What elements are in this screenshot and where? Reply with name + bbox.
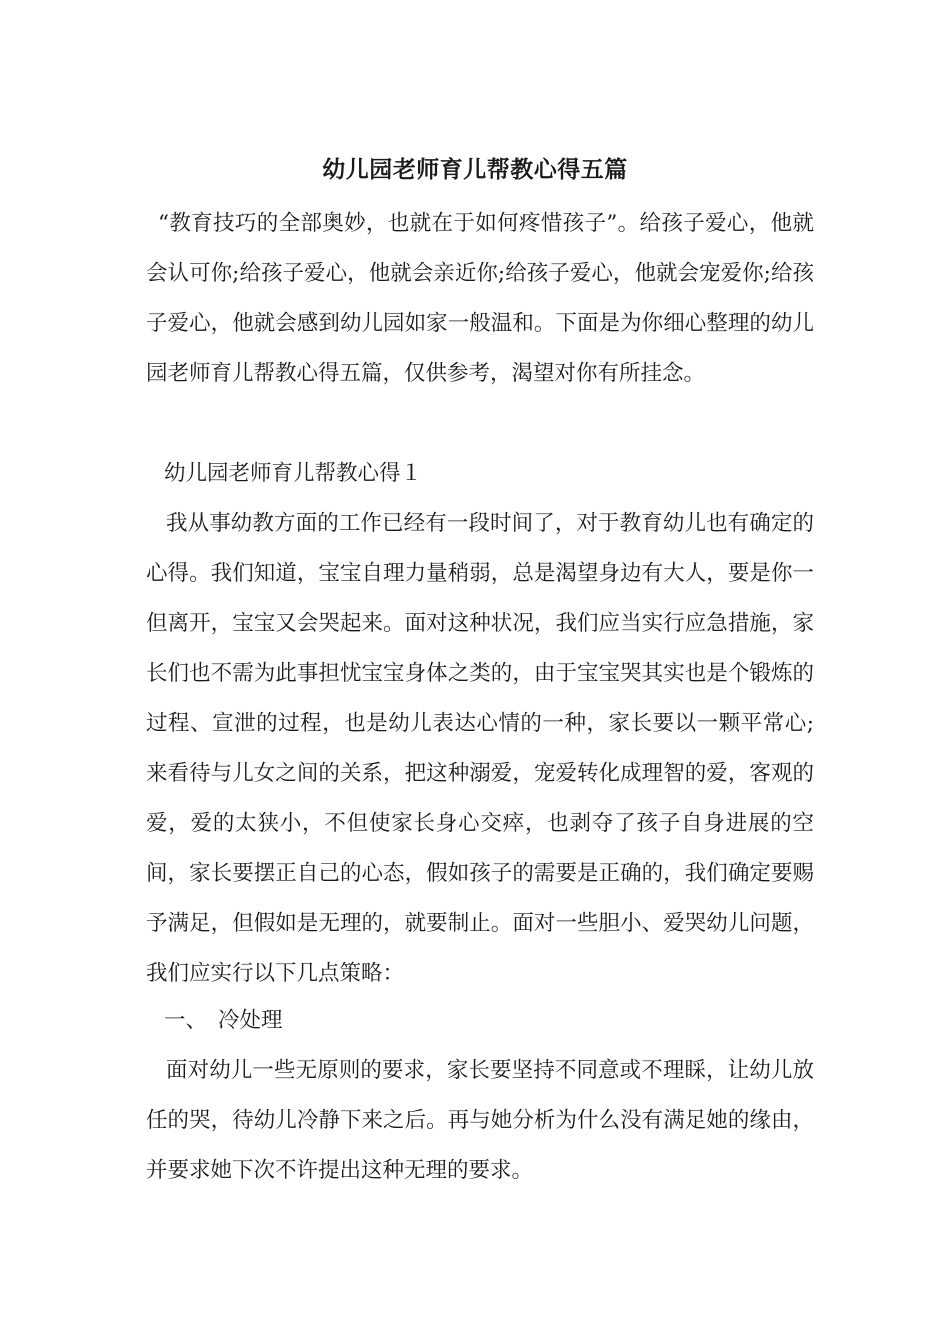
subsection-title: 冷处理 bbox=[218, 1008, 283, 1033]
document-title: 幼儿园老师育儿帮教心得五篇 bbox=[322, 157, 628, 183]
section-heading: 幼儿园老师育儿帮教心得１ bbox=[164, 461, 423, 486]
intro-paragraph: “教育技巧的全部奥妙，也就在于如何疼惜孩子”。给孩子爱心，他就会认可你;给孩子爱心，他就会亲近你;给孩子爱心，他就会宠爱你;给孩子爱心，他就会感到幼儿园如家一般温和。下面是为你细心整理的幼儿园老师育儿帮教心得五篇，仅供参考，渴望对你有所挂念。 bbox=[146, 211, 814, 386]
subsection-body-paragraph: 面对幼儿一些无原则的要求，家长要坚持不同意或不理睬，让幼儿放任的哭，待幼儿冷静下来之后。再与她分析为什么没有满足她的缘由，并要求她下次不许提出这种无理的要求。 bbox=[146, 1058, 814, 1183]
subsection-number: 一、 bbox=[164, 1008, 208, 1033]
section-body-paragraph: 我从事幼教方面的工作已经有一段时间了，对于教育幼儿也有确定的心得。我们知道，宝宝自理力量稍弱，总是渴望身边有大人，要是你一但离开，宝宝又会哭起来。面对这种状况，我们应当实行应急措施，家长们也不需为此事担忧宝宝身体之类的，由于宝宝哭其实也是个锻炼的过程、宣泄的过程，也是幼儿表达心情的一种，家长要以一颗平常心;来看待与儿女之间的关系，把这种溺爱，宠爱转化成理智的爱，客观的爱，爱的太狭小，不但使家长身心交瘁，也剥夺了孩子自身进展的空间，家长要摆正自己的心态，假如孩子的需要是正确的，我们确定要赐予满足，但假如是无理的，就要制止。面对一些胆小、爱哭幼儿问题，我们应实行以下几点策略： bbox=[146, 511, 814, 986]
subsection-heading bbox=[164, 996, 814, 1046]
